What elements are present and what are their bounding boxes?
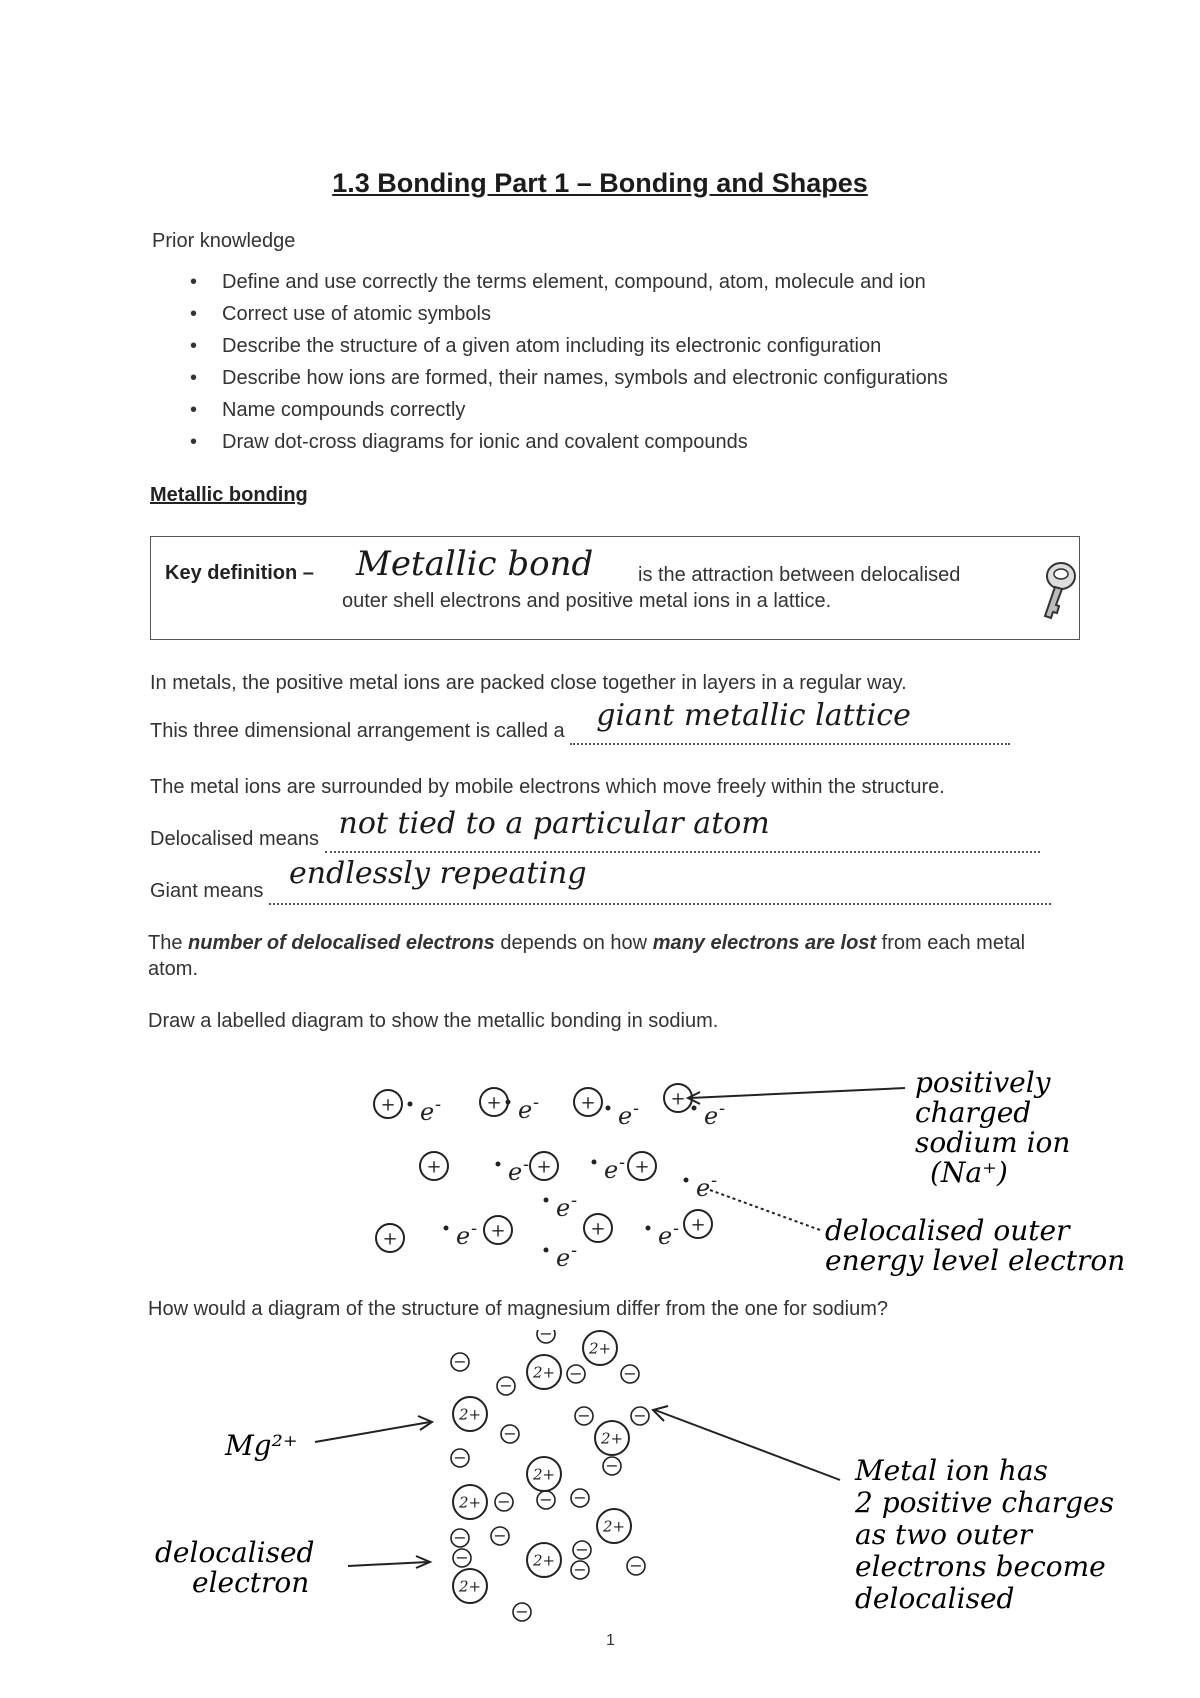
electron: [573, 1540, 591, 1559]
sodium-ion: [684, 1210, 712, 1238]
svg-text:−: −: [575, 1540, 589, 1559]
electron: [537, 1330, 555, 1343]
sodium-ion: [374, 1090, 402, 1118]
answer-line: [269, 856, 1051, 905]
svg-text:−: −: [497, 1492, 511, 1511]
electron: [631, 1406, 649, 1425]
electron: [646, 1218, 680, 1250]
svg-text:+: +: [590, 1218, 606, 1240]
list-item: • Correct use of atomic symbols: [190, 298, 948, 330]
label-sodium-ion-1: positively: [915, 1066, 1051, 1099]
sodium-ion: [480, 1088, 508, 1116]
svg-text:−: −: [453, 1448, 467, 1467]
svg-text:e: e: [556, 1244, 571, 1272]
electron: [571, 1560, 589, 1579]
prior-knowledge-list: [190, 266, 948, 458]
electron: [606, 1098, 640, 1130]
prior-knowledge-heading: Prior knowledge: [152, 230, 296, 252]
label-explanation-1: Metal ion has: [855, 1454, 1048, 1487]
magnesium-ions: [453, 1331, 631, 1603]
electron: [453, 1548, 471, 1567]
svg-text:-: -: [435, 1094, 442, 1115]
magnesium-ion: [453, 1485, 487, 1519]
label-sodium-ion-3: sodium ion: [915, 1126, 1071, 1159]
question-sodium-diagram: Draw a labelled diagram to show the metallic bonding in sodium.: [148, 1010, 719, 1032]
key-definition-text-2: outer shell electrons and positive metal ions in a lattice.: [342, 590, 832, 612]
magnesium-ion: [453, 1569, 487, 1603]
electron: [506, 1092, 540, 1124]
svg-text:+: +: [426, 1156, 442, 1178]
svg-text:2+: 2+: [600, 1429, 624, 1448]
svg-text:e: e: [518, 1096, 533, 1124]
svg-text:e: e: [420, 1098, 435, 1126]
svg-text:2+: 2+: [458, 1577, 482, 1596]
label-explanation-4: electrons become: [855, 1550, 1106, 1583]
svg-text:+: +: [382, 1228, 398, 1250]
svg-text:e: e: [556, 1194, 571, 1222]
svg-text:-: -: [523, 1154, 530, 1175]
electron: [627, 1556, 645, 1575]
svg-text:−: −: [623, 1364, 637, 1383]
svg-text:e: e: [604, 1156, 619, 1184]
page-title: 1.3 Bonding Part 1 – Bonding and Shapes: [332, 168, 868, 198]
electron: [621, 1364, 639, 1383]
label-sodium-ion-4: (Na⁺): [930, 1156, 1008, 1189]
electron: [544, 1240, 578, 1272]
electron: [567, 1364, 585, 1383]
sodium-ion: [530, 1152, 558, 1180]
electron: [575, 1406, 593, 1425]
electron: [684, 1170, 718, 1202]
sodium-ion: [420, 1152, 448, 1180]
electron: [537, 1490, 555, 1509]
svg-text:e: e: [704, 1102, 719, 1130]
sodium-ion: [484, 1216, 512, 1244]
svg-text:2+: 2+: [532, 1363, 556, 1382]
electron: [444, 1218, 478, 1250]
giant-prompt: Giant means: [150, 880, 264, 902]
text-run: depends on how: [494, 932, 653, 954]
svg-text:+: +: [380, 1094, 396, 1116]
delocalised-prompt: Delocalised means: [150, 828, 319, 850]
electron: [491, 1526, 509, 1545]
electron: [451, 1528, 469, 1547]
electron: [571, 1488, 589, 1507]
electron: [544, 1190, 578, 1222]
sodium-ion: [584, 1214, 612, 1242]
label-explanation-3: as two outer: [855, 1518, 1033, 1551]
delocalised-definition: [150, 806, 1040, 853]
key-definition-label: Key definition –: [165, 562, 314, 584]
paragraph-mobile-electrons: The metal ions are surrounded by mobile electrons which move freely within the structure.: [150, 776, 945, 798]
svg-text:−: −: [515, 1602, 529, 1621]
sodium-electrons: [408, 1092, 726, 1272]
electron: [592, 1152, 626, 1184]
svg-text:e: e: [618, 1102, 633, 1130]
giant-answer: endlessly repeating: [288, 856, 587, 891]
key-icon: [1035, 560, 1081, 627]
sodium-ion: [574, 1088, 602, 1116]
electron: [451, 1448, 469, 1467]
giant-definition: [150, 856, 1051, 905]
emphasis: number of delocalised electrons: [188, 932, 495, 954]
svg-text:+: +: [670, 1088, 686, 1110]
paragraph-ions-packed: In metals, the positive metal ions are packed close together in layers in a regular way.: [150, 672, 907, 694]
svg-text:−: −: [539, 1330, 553, 1343]
sodium-bonding-diagram: [0, 1060, 1200, 1300]
list-item: • Name compounds correctly: [190, 394, 948, 426]
magnesium-ion: [453, 1397, 487, 1431]
electron: [513, 1602, 531, 1621]
svg-text:−: −: [453, 1528, 467, 1547]
magnesium-ion: [527, 1457, 561, 1491]
svg-text:−: −: [539, 1490, 553, 1509]
paragraph-arrangement: [150, 698, 1010, 745]
svg-text:−: −: [503, 1424, 517, 1443]
arrangement-answer: giant metallic lattice: [596, 698, 911, 733]
svg-text:e: e: [508, 1158, 523, 1186]
svg-text:−: −: [577, 1406, 591, 1425]
list-item: • Define and use correctly the terms element, compound, atom, molecule and ion: [190, 266, 948, 298]
label-delocalised-electron-1: delocalised: [155, 1536, 315, 1569]
svg-text:2+: 2+: [602, 1517, 626, 1536]
svg-text:+: +: [490, 1220, 506, 1242]
key-definition-answer: Metallic bond: [356, 544, 594, 584]
svg-text:e: e: [696, 1174, 711, 1202]
list-item: • Describe the structure of a given atom including its electronic configuration: [190, 330, 948, 362]
magnesium-bonding-diagram: [0, 1330, 1200, 1640]
magnesium-ion: [527, 1543, 561, 1577]
answer-line: [570, 698, 1010, 745]
svg-text:−: −: [493, 1526, 507, 1545]
magnesium-ion: [597, 1509, 631, 1543]
svg-text:−: −: [573, 1488, 587, 1507]
svg-text:-: -: [711, 1170, 718, 1191]
section-heading-metallic-bonding: Metallic bonding: [150, 484, 308, 506]
sodium-ion: [376, 1224, 404, 1252]
svg-text:-: -: [633, 1098, 640, 1119]
paragraph-number-electrons: [148, 930, 1078, 982]
svg-text:−: −: [573, 1560, 587, 1579]
svg-text:-: -: [619, 1152, 626, 1173]
svg-text:−: −: [453, 1352, 467, 1371]
svg-text:+: +: [486, 1092, 502, 1114]
page-number: 1: [606, 1632, 615, 1649]
emphasis: many electrons are lost: [652, 932, 877, 954]
svg-text:-: -: [571, 1240, 578, 1261]
magnesium-ion: [583, 1331, 617, 1365]
electron: [495, 1492, 513, 1511]
svg-text:2+: 2+: [532, 1465, 556, 1484]
svg-text:e: e: [456, 1222, 471, 1250]
text-run: from each metal atom.: [148, 932, 1026, 980]
magnesium-ion: [595, 1421, 629, 1455]
label-electron-1: delocalised outer: [825, 1214, 1070, 1247]
list-item: • Describe how ions are formed, their names, symbols and electronic configurations: [190, 362, 948, 394]
svg-text:2+: 2+: [458, 1405, 482, 1424]
svg-text:−: −: [499, 1376, 513, 1395]
svg-text:+: +: [580, 1092, 596, 1114]
svg-text:2+: 2+: [532, 1551, 556, 1570]
electron: [408, 1094, 442, 1126]
key-definition-text-1: is the attraction between delocalised: [638, 564, 961, 586]
label-sodium-ion-2: charged: [915, 1096, 1032, 1129]
electron: [497, 1376, 515, 1395]
svg-text:-: -: [533, 1092, 540, 1113]
question-magnesium-diagram: How would a diagram of the structure of magnesium differ from the one for sodium?: [148, 1298, 888, 1320]
svg-text:+: +: [690, 1214, 706, 1236]
delocalised-answer: not tied to a particular atom: [338, 806, 770, 841]
text-run: The: [148, 932, 189, 954]
arrangement-prompt: This three dimensional arrangement is called a: [150, 720, 565, 742]
key-definition-box: [150, 536, 1080, 640]
electron: [501, 1424, 519, 1443]
svg-text:+: +: [536, 1156, 552, 1178]
svg-text:−: −: [605, 1456, 619, 1475]
label-electron-2: energy level electron: [825, 1244, 1126, 1277]
magnesium-ion: [527, 1355, 561, 1389]
list-item: • Draw dot-cross diagrams for ionic and covalent compounds: [190, 426, 948, 458]
svg-text:-: -: [471, 1218, 478, 1239]
answer-line: [325, 806, 1040, 853]
svg-text:+: +: [634, 1156, 650, 1178]
electron: [603, 1456, 621, 1475]
electron: [451, 1352, 469, 1371]
label-explanation-5: delocalised: [855, 1582, 1015, 1615]
label-explanation-2: 2 positive charges: [855, 1486, 1114, 1519]
label-delocalised-electron-2: electron: [192, 1566, 310, 1599]
svg-text:-: -: [571, 1190, 578, 1211]
svg-text:−: −: [455, 1548, 469, 1567]
svg-text:2+: 2+: [588, 1339, 612, 1358]
svg-text:2+: 2+: [458, 1493, 482, 1512]
svg-text:-: -: [673, 1218, 680, 1239]
label-mg-ion: Mg²⁺: [225, 1429, 298, 1462]
svg-text:−: −: [629, 1556, 643, 1575]
svg-text:−: −: [633, 1406, 647, 1425]
svg-text:−: −: [569, 1364, 583, 1383]
svg-text:-: -: [719, 1098, 726, 1119]
svg-text:e: e: [658, 1222, 673, 1250]
sodium-ion: [628, 1152, 656, 1180]
electron: [496, 1154, 530, 1186]
